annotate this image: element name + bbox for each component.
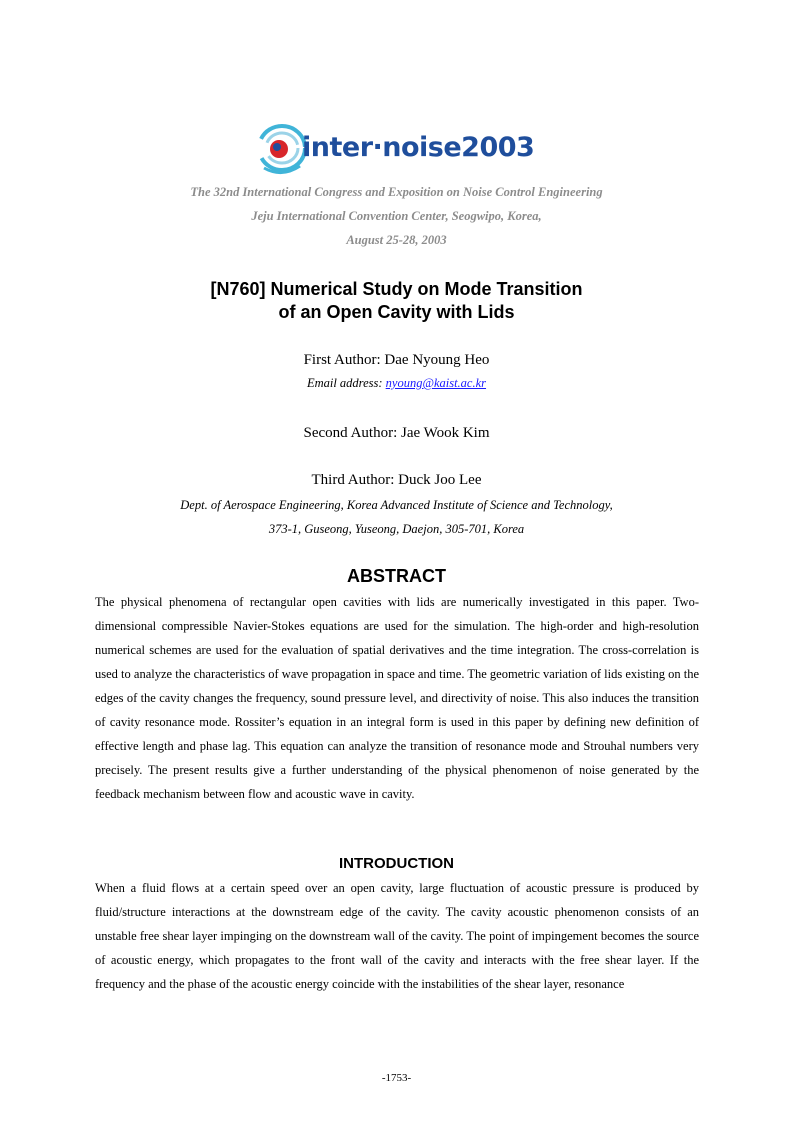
abstract-heading: ABSTRACT <box>347 566 446 586</box>
introduction-text: When a fluid flows at a certain speed over an open cavity, large fluctuation of acoustic pressure is produced by fluid/structure interactions at the downstream edge of the cavity. The cavity acoustic phenomenon consists of an unstable free shear layer impinging on the downstream wall of the cavity. The point of impingement becomes the source of acoustic energy, which propagates to the front wall of the cavity and interacts with the free shear layer. If the frequency and the phase of the acoustic energy coincide with the instabilities of the shear layer, resonance <box>95 881 699 991</box>
conference-venue: Jeju International Convention Center, Seogwipo, Korea, <box>251 209 542 223</box>
internoise-logo <box>256 120 546 180</box>
conference-dates: August 25-28, 2003 <box>346 233 447 247</box>
conference-name: The 32nd International Congress and Exposition on Noise Control Engineering <box>190 185 603 199</box>
email-link[interactable]: nyoung@kaist.ac.kr <box>385 376 487 390</box>
paper-title-line2: of an Open Cavity with Lids <box>278 302 515 322</box>
affiliation-line2: 373-1, Guseong, Yuseong, Daejon, 305-701, Korea <box>268 522 525 536</box>
second-author: Second Author: Jae Wook Kim <box>303 425 490 441</box>
logo-wordmark: inter·noise2003 <box>302 132 535 163</box>
page-number: -1753- <box>381 1072 412 1084</box>
introduction-heading: INTRODUCTION <box>339 855 454 872</box>
paper-title-line1: [N760] Numerical Study on Mode Transition <box>210 279 583 299</box>
email-label: Email address: <box>306 376 386 390</box>
affiliation-line1: Dept. of Aerospace Engineering, Korea Advanced Institute of Science and Technology, <box>180 498 613 512</box>
email-line <box>0 376 793 391</box>
abstract-text: The physical phenomena of rectangular open cavities with lids are numerically investigated in this paper. Two-dimensional compressible Navier-Stokes equations are used for the simulation. The high-order and high-resolution numerical schemes are used for the evaluation of spatial derivatives and the time integration. The cross-correlation is used to analyze the characteristics of wave propagation in space and time. The geometric variation of lids existing on the edges of the cavity changes the frequency, sound pressure level, and directivity of noise. This also induces the transition of cavity resonance mode. Rossiter’s equation in an integral form is used in this paper by defining new definition of effective length and phase lag. This equation can analyze the transition of resonance mode and Strouhal numbers very precisely. The present results give a further understanding of the physical phenomenon of noise generated by the feedback mechanism between flow and acoustic wave in cavity. <box>95 595 699 801</box>
internoise-swirl-icon <box>256 120 308 180</box>
first-author: First Author: Dae Nyoung Heo <box>303 352 490 368</box>
third-author: Third Author: Duck Joo Lee <box>311 472 482 488</box>
